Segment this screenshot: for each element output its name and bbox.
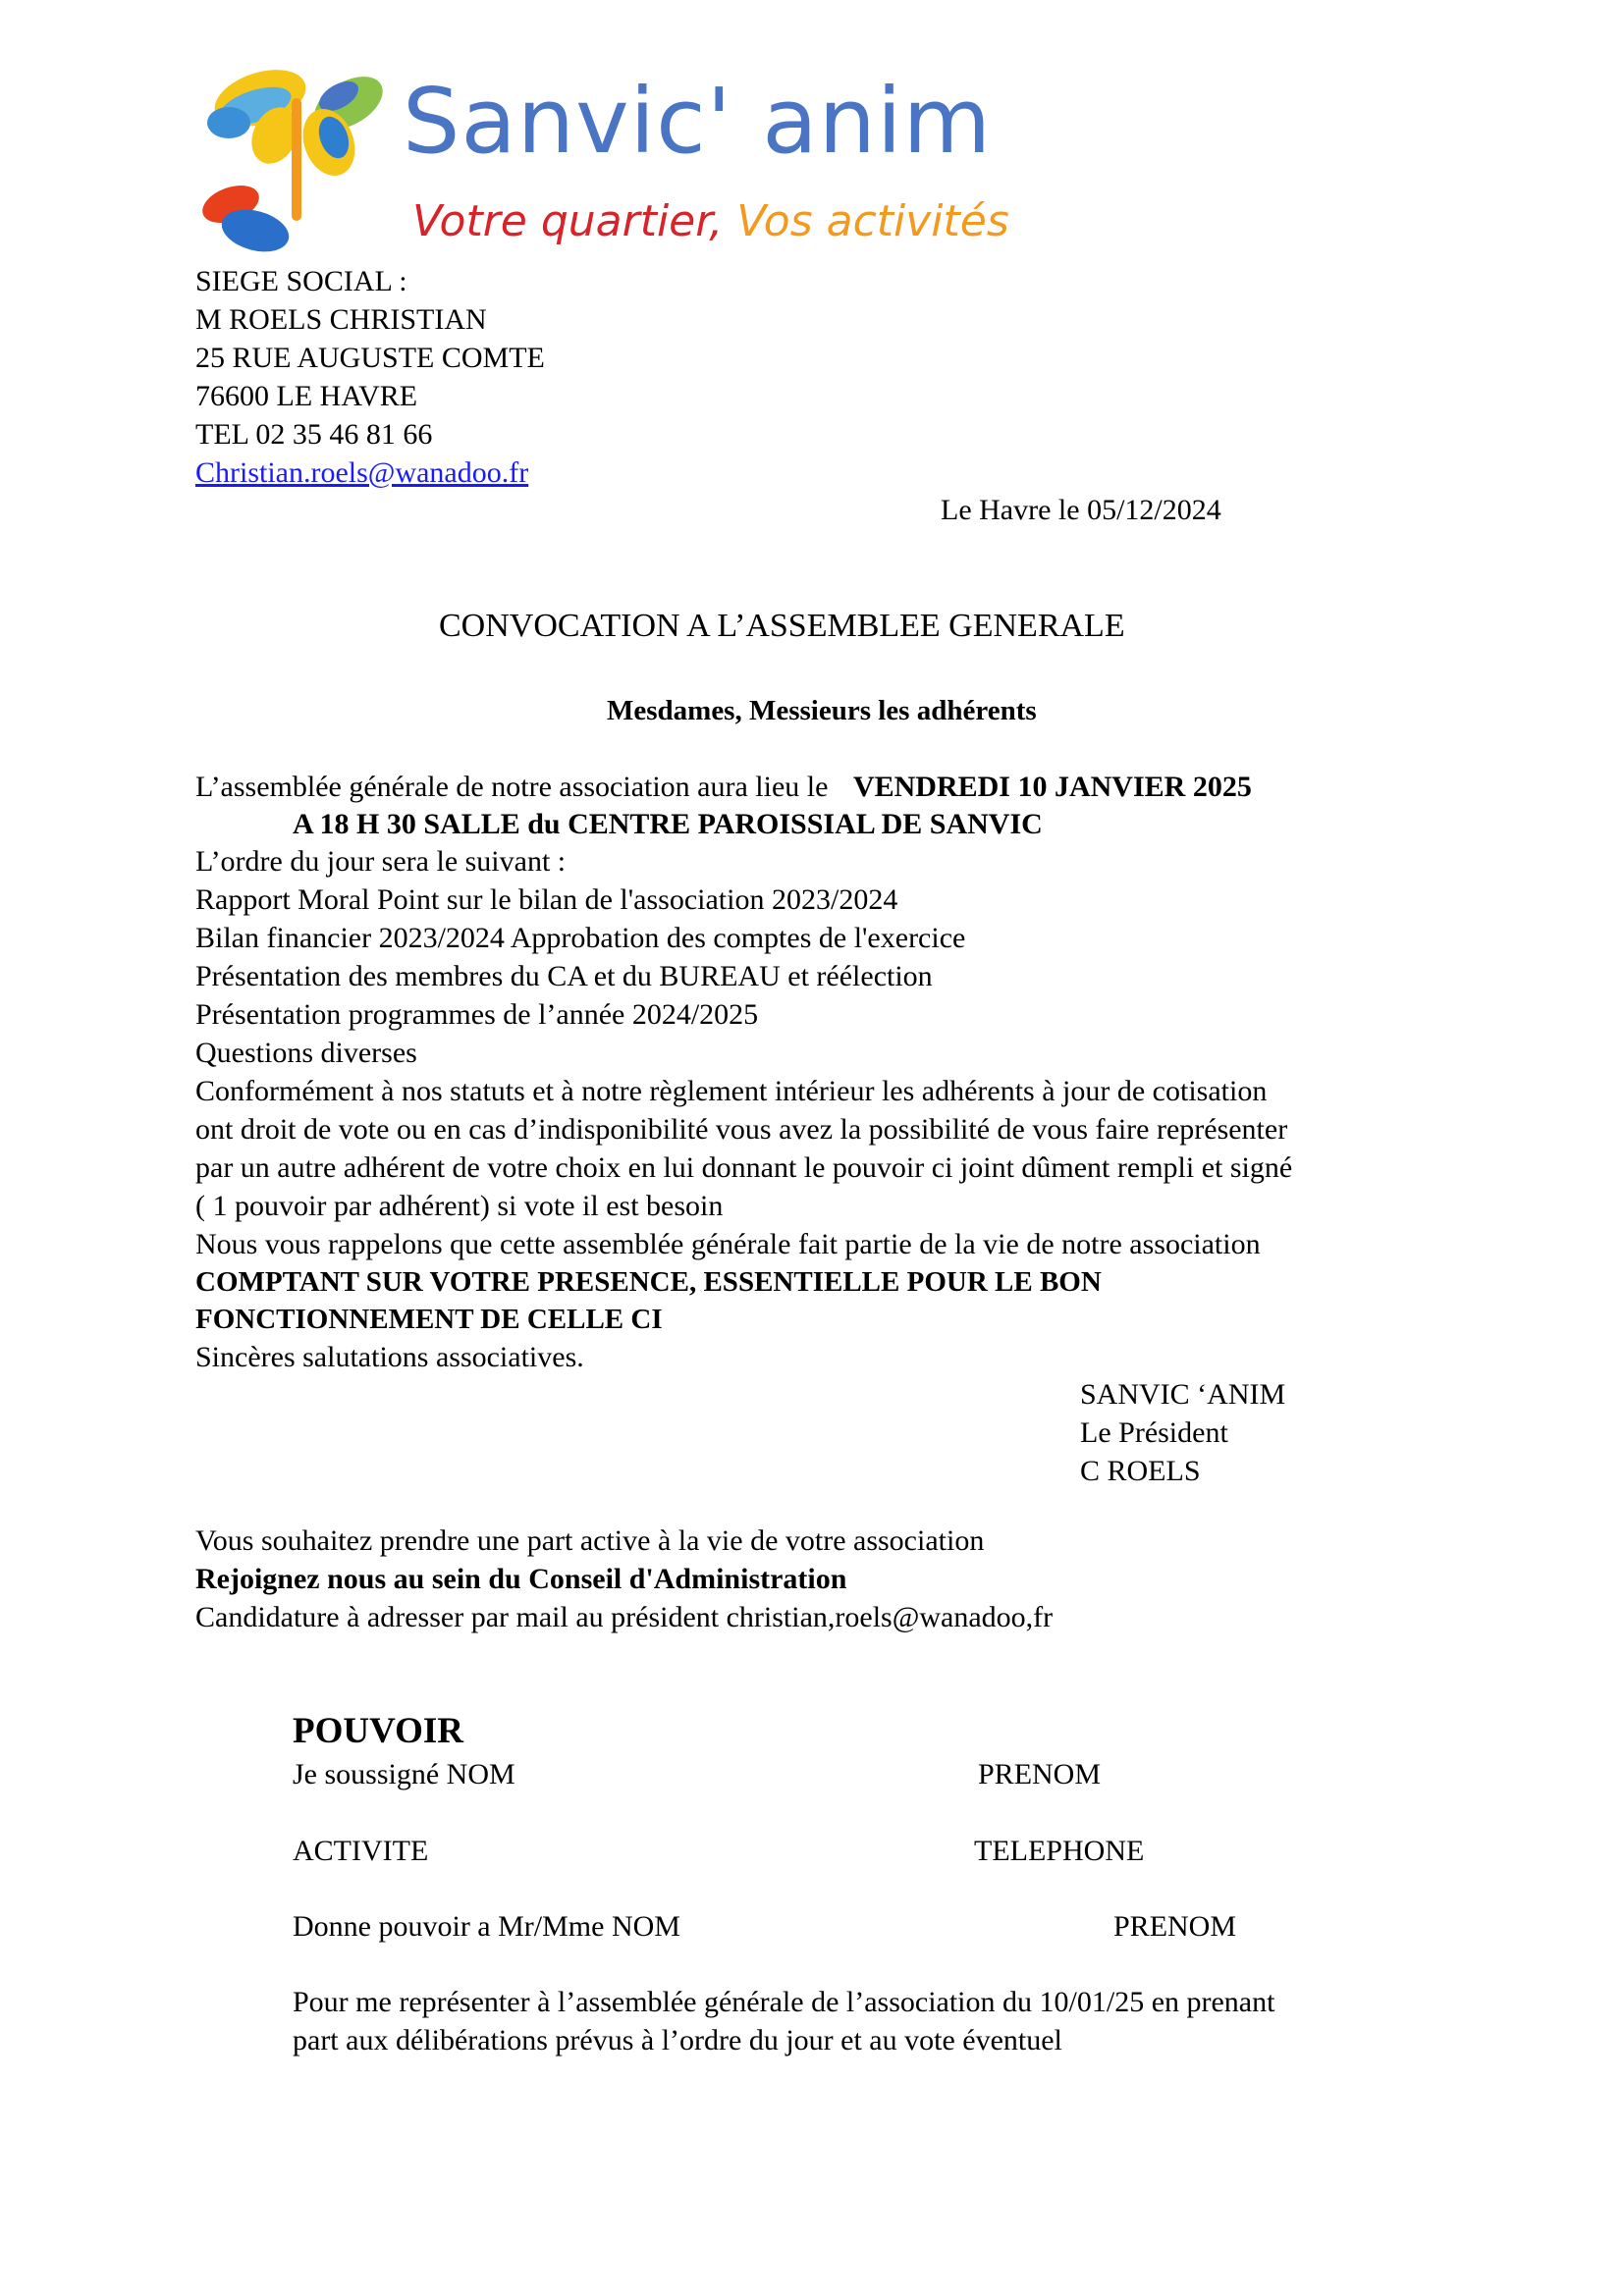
- pouvoir-title: POUVOIR: [293, 1711, 463, 1751]
- intro-text: L’assemblée générale de notre association aura lieu le: [195, 771, 829, 803]
- pouvoir-donne: Donne pouvoir a Mr/Mme NOM: [293, 1910, 680, 1943]
- agenda-item: Présentation des membres du CA et du BUREAU et réélection: [195, 960, 933, 992]
- join-line-1: Vous souhaitez prendre une part active à la vie de votre association: [195, 1524, 985, 1557]
- pouvoir-prenom-1: PRENOM: [978, 1758, 1102, 1790]
- logo-title: Sanvic' anim: [403, 69, 993, 174]
- closing-line: Sincères salutations associatives.: [195, 1341, 584, 1373]
- join-line-2: Rejoignez nous au sein du Conseil d'Administration: [195, 1563, 847, 1595]
- signature-role: Le Président: [1080, 1416, 1228, 1449]
- join-line-3: Candidature à adresser par mail au président christian,roels@wanadoo,fr: [195, 1601, 1054, 1633]
- pouvoir-prenom-2: PRENOM: [1113, 1910, 1237, 1943]
- agenda-item: Rapport Moral Point sur le bilan de l'association 2023/2024: [195, 883, 898, 916]
- meeting-place: A 18 H 30 SALLE du CENTRE PAROISSIAL DE SANVIC: [293, 808, 1043, 840]
- agenda-intro: L’ordre du jour sera le suivant :: [195, 845, 567, 878]
- siege-city: 76600 LE HAVRE: [195, 380, 418, 412]
- pouvoir-telephone: TELEPHONE: [974, 1835, 1145, 1867]
- date-line: Le Havre le 05/12/2024: [941, 494, 1221, 526]
- paragraph-line: ont droit de vote ou en cas d’indisponibilité vous avez la possibilité de vous faire représenter: [195, 1113, 1288, 1146]
- pouvoir-final-1: Pour me représenter à l’assemblée générale de l’association du 10/01/25 en prenant: [293, 1986, 1275, 2018]
- pouvoir-final-2: part aux délibérations prévus à l’ordre du jour et au vote éventuel: [293, 2024, 1062, 2056]
- logo-tagline-part1: Votre quartier,: [412, 196, 724, 246]
- paragraph-line: par un autre adhérent de votre choix en lui donnant le pouvoir ci joint dûment rempli et signé: [195, 1151, 1293, 1184]
- salutation: Mesdames, Messieurs les adhérents: [607, 695, 1037, 726]
- bold-appeal: COMPTANT SUR VOTRE PRESENCE, ESSENTIELLE POUR LE BON: [195, 1266, 1102, 1298]
- siege-street: 25 RUE AUGUSTE COMTE: [195, 342, 545, 374]
- signature-org: SANVIC ‘ANIM: [1080, 1378, 1286, 1411]
- siege-name: M ROELS CHRISTIAN: [195, 303, 487, 336]
- signature-name: C ROELS: [1080, 1455, 1201, 1487]
- agenda-item: Bilan financier 2023/2024 Approbation des comptes de l'exercice: [195, 922, 966, 954]
- logo-tagline: [412, 196, 1009, 246]
- sanvic-anim-logo: [201, 69, 1065, 265]
- document-title: CONVOCATION A L’ASSEMBLEE GENERALE: [439, 608, 1125, 644]
- pouvoir-soussigne: Je soussigné NOM: [293, 1758, 515, 1790]
- butterfly-icon: [201, 69, 392, 258]
- bold-appeal: FONCTIONNEMENT DE CELLE CI: [195, 1304, 663, 1335]
- paragraph-line: ( 1 pouvoir par adhérent) si vote il est besoin: [195, 1190, 724, 1222]
- pouvoir-activite: ACTIVITE: [293, 1835, 429, 1867]
- logo-tagline-part2: Vos activités: [723, 196, 1009, 246]
- intro-line: [195, 769, 1252, 806]
- paragraph-line: Conformément à nos statuts et à notre règlement intérieur les adhérents à jour de cotisation: [195, 1075, 1268, 1107]
- siege-email-link[interactable]: Christian.roels@wanadoo.fr: [195, 456, 529, 489]
- siege-label: SIEGE SOCIAL :: [195, 265, 407, 297]
- agenda-item: Questions diverses: [195, 1037, 417, 1069]
- agenda-item: Présentation programmes de l’année 2024/2025: [195, 998, 759, 1031]
- meeting-date: VENDREDI 10 JANVIER 2025: [852, 771, 1252, 803]
- paragraph-line: Nous vous rappelons que cette assemblée générale fait partie de la vie de notre association: [195, 1228, 1261, 1260]
- siege-tel: TEL 02 35 46 81 66: [195, 418, 433, 451]
